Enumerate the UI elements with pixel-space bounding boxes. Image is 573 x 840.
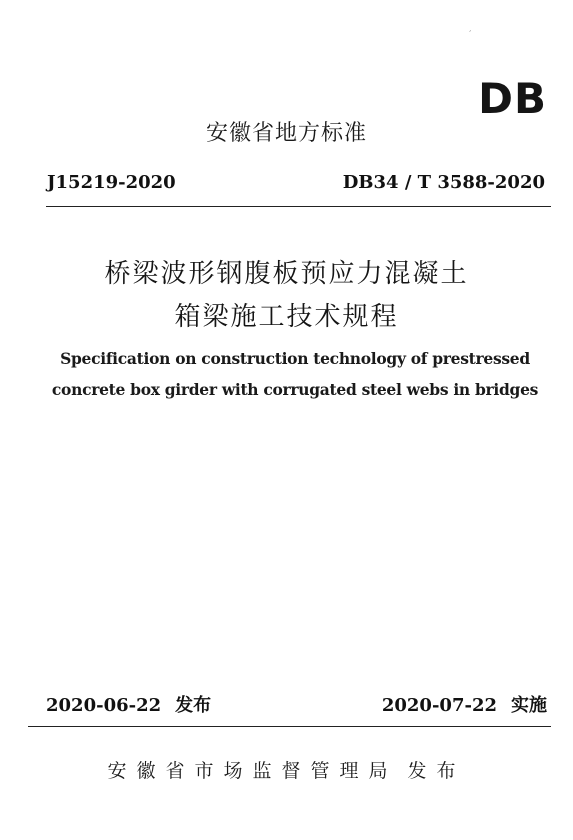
top-divider <box>46 206 551 207</box>
publish-verb: 发布 <box>175 695 212 716</box>
standard-type-mark: DB <box>478 74 547 123</box>
publish-date: 2020-06-22 <box>46 695 162 716</box>
effective-date: 2020-07-22 <box>381 695 497 716</box>
title-en-line-2: concrete box girder with corrugated steel webs in bridges <box>51 380 539 399</box>
title-en-line-1: Specification on construction technology of prestressed <box>60 349 530 368</box>
issuer-title: 安徽省地方标准 <box>205 121 367 146</box>
title-cn-line-2: 箱梁施工技术规程 <box>174 302 399 332</box>
issuing-authority-verb: 发布 <box>407 760 466 782</box>
standard-number: DB34 / T 3588-2020 <box>342 172 545 193</box>
effective-date-block <box>382 691 547 717</box>
bottom-divider <box>28 726 551 727</box>
publish-date-block <box>46 691 211 717</box>
issuing-authority-name: 安徽省市场监督管理局 <box>107 760 398 782</box>
effective-verb: 实施 <box>511 695 547 716</box>
title-cn-line-1: 桥梁波形钢腹板预应力混凝土 <box>104 259 469 289</box>
record-number: J15219-2020 <box>47 172 176 193</box>
corner-mark: ′ <box>469 30 471 38</box>
issuing-authority <box>0 756 573 783</box>
